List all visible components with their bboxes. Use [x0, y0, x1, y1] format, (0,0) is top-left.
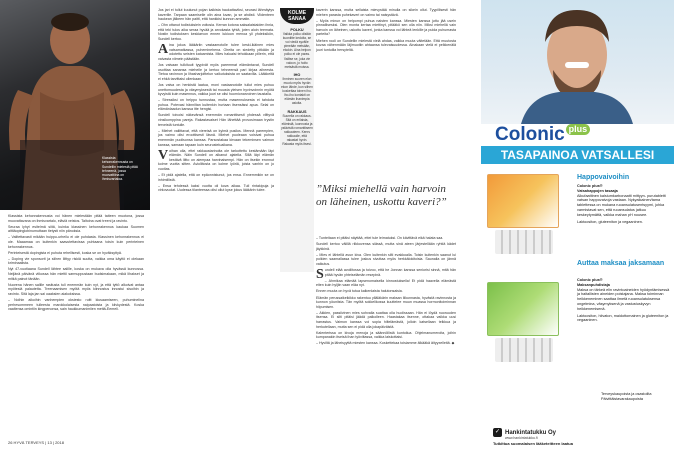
- paragraph: – Stressiksi on helppo tunnustaa, mutta masennuksesta ei tahdota puhua. Potevasi hänniltan kuitenkin hurtaan itsensässi apua. Selai on elämänlaadun kanssa itte hengisi.: [158, 98, 274, 112]
- paragraph: Nuorena hänen salille rasitusta tuli enemmän kuin nyt, ja että tyttö alkoivat antaa myötesiä palautetta. Treenaamisen myötä myös kiinnostus innostui sisoihin ja ravinto. Sitä laja jan sai oaaksien aiakoksissa.: [8, 282, 144, 296]
- article-column-1: [8, 214, 144, 313]
- sidebar-word: RAKKAUS: [287, 109, 307, 114]
- paragraph: Sundell elää avoliitossa ja toivoo, että he Jonnan kanssa seniorisi sinnä, mitä hän pitää hyvän yhteiselämän resepinä.: [316, 267, 456, 283]
- company-name: Hankintatukku Oy: [505, 429, 557, 436]
- brand-logo: [495, 124, 590, 146]
- article-column-3: [316, 8, 456, 54]
- paragraph: Miehen rooli on Sundellin mielestä vielä ahdas, vaikka muuta väitetään. Että muutosta kovaa vähenmään läjimuotiin ahtaansa tulevaisuudessa. Ainakaan vielä ei pelkkenälä juuri tuntuilla hersyteltä.: [316, 38, 456, 52]
- paragraph: Sundell toivoisi näkevänsä enemmän romanttisesti yhdessä vilttyvä vinsikomppina pareja. Rakastavaiset Hän lähettää provosimaan trystin terveistä tuntulle.: [158, 113, 274, 127]
- paragraph: Elämän perussaikeikikko rakentuu ylläläkärin maksan liikunnasta, hyvästä ravinnosta ja kunnon yöuniista. Tän myötä sokkelikossa kuuttelee muun muassa hormonitoiminnan hiipumisen.: [316, 295, 456, 309]
- product-2-note: Laktoositon, hiivaton, maidottomainen ja gluteeniton ja vegaaninen.: [577, 313, 669, 323]
- paragraph: – Akkien, passiivinen mies sohvalla suattaa olla huolissaan. Hän ei löydä nuoruuden itsensa. Ei silti pitäisi jäädä palkolleen. Haastakaa itsenne, ottakaa vaikka uusi harrastus. Vaimon kanssa voi sopia hiltelämästä, jolloin katsellaan telkkua ja herkutellaan, mutta sen ei pidä olla jokapäiväistä.: [316, 310, 456, 329]
- paragraph: – Ahmikaa elämää lapsenomaisella kinnostuksella! Et pidä haavella elämästä eiten kuin hyljiin vaan eläa nyt.: [316, 278, 456, 288]
- paragraph: – Tunteitaan ei pitäisi näyttää, ettei tule leimatuksi. On kävittävä eikä halata saa.: [316, 236, 444, 240]
- product-box-1: [487, 174, 559, 228]
- paragraph: – Nolhin aikoihin vanhempien oksiesto ruitt kiusaamiseen, puhuminelina perhesommeen tulleesta marokkolaisesta naipaatoista ja kiivkydestä. Koska vaaltensa omintiin kingpenonsa, sain haukkumanimiien mettä-Eemeli.: [8, 298, 144, 312]
- paragraph: Sundell kertoo välillä riikkovensa siässä, mutta sinä ateen järjestellään ryhtiä kädet jäykkinä.: [316, 242, 456, 251]
- sidebar-text: Vaikka polku olisikin kuoniitte kedolta, se voi viedä syvälle pimeään metsään, ekokin. Aina helpon polku ei ole paras. Valitse se, joka vie valoon, jo hoito metsästä muissa.: [282, 32, 312, 69]
- product-box-2: [487, 282, 559, 336]
- article-column-2: [158, 8, 274, 194]
- paragraph: Perinteisestä dopingista ei puhuta rehellisesti, koska se on hyväksyttyä.: [8, 250, 122, 255]
- product-1-sub: Vatsahappojen tasaaja: [577, 188, 618, 193]
- sidebar-word: POLKU: [290, 28, 304, 32]
- pull-quote: ”Miksi miehellä vain harvoin on läheinen, uskottu kaveri?”: [316, 183, 447, 208]
- sidebar-title: KOLME SANAA: [280, 8, 314, 24]
- product-blister-1: [495, 230, 553, 254]
- page-footer: 26 HYVÄ TERVEYS | 13 | 2018: [8, 440, 64, 445]
- product-2-text: Maksa on tärkeä elin ravintoaineiden hyödyntämisessä ja haitallisten aineiden poistajana. Maksa toiminnan heikkeneminen saattaa ilmetä ruoansulatuksensa ongelmina, väsymyksenä ja vastustuskyvyn heikkenemisenä.: [577, 287, 670, 311]
- drop-cap: S: [316, 267, 324, 283]
- company-mark-icon: ✓: [494, 429, 501, 435]
- paragraph: – Myös minun on helpompi puhua naisten kanssa. Miesten kanssa juttu jää usein pinnallisesksi. Olen monta kertaa miettinyt, pitääkö sen olla niin. Miksi miehellä vain harvoin on läheinen, uskottu kaveri, jonka kanssa voi lähteä lenkille ja puida puhumasta parteita?: [316, 18, 456, 37]
- sidebar-text: Suurella on rakkaus. Sitä on erilaista, elämistä, luonnosta ja ystävistä romanttiseen rakkauteen. Kenrs rakkaulle, että rakastat hyvin. Rakasta myös itsesi.: [281, 113, 313, 147]
- product-2-info: [577, 278, 672, 323]
- paragraph: Klassista kehonrakennusta voi hänen mielestään pitää taiteen muotona, jossa muovattavana on ihmisvartalo, eläviä veistos. Taltoina ovat treeni ja ravinto.: [8, 214, 144, 223]
- paragraph: – Hyviltä ja läheisyyttä miesten kanssa. Koskettekaa toisiamme älkääkä äityyxelleitä. ◆: [316, 341, 455, 346]
- paragraph: Jos vaivaan tulkituuit tyypivät myös paremmat elämäntavat, Sundell osoittaa sanansa mieheile ja kertoo tehneensä pari kirjaa aiheesta. Tietoa ravinnon ja lihasharjoittelun vaikutuksista on saatavilla. Lääkkeitä ei ehkä tarvittaisi ollenkaan.: [158, 63, 274, 81]
- paragraph: kaverin kanssa, mutta sellaista mievystää minulla on sikein ollut. Tyypillisesti hän miehen parasta puhekaveri on vaimo tai naisystävä.: [316, 8, 456, 17]
- ad-tagline: TASAPAINOA VATSALLESI: [481, 146, 674, 164]
- product-blister-2: [495, 338, 553, 362]
- paragraph: – Doping vie sponsorit ja siihen liittyy riskiä suutta, vaikka oma käyttö ei olekaan kriminaalista.: [8, 256, 144, 266]
- portrait-photo: [0, 0, 150, 210]
- product-1-info: [577, 184, 672, 224]
- sidebar-text: Ihminen suuren elon muutu myös hyvän ekon lähde, kun siihen koskettaa toinen iho. Iho-iho kontakti on elämän ihanimpia asioita.: [281, 76, 313, 106]
- paragraph: – Miehet vailittavat, että viereisä on kylmä pusilos. Mennä parempien, jos vaimo olisi eroottisesti läsnä. Miehet puoleaan voisivat puhua enemmän puolisonsa kanssa. Parsostakaa kirvaan tekeminsen vaimon kanssa, samaan tapaan kuin seurusteluaikana.: [158, 128, 274, 147]
- man-smiling-illustration: [481, 0, 674, 124]
- article-column-3-lower: [316, 236, 456, 347]
- company-url: www.hankintatukku.fi: [505, 436, 538, 440]
- sidebar-box: [280, 8, 314, 272]
- brand-name: Colonic: [495, 124, 565, 145]
- product-2-name: Colonic plus®: [577, 278, 603, 282]
- ad-photo: [481, 0, 674, 124]
- paragraph: Jos jari ei tullut kuulunut pojan kaikista haukattaviksi, seurasi lähmäytys kaverille. Tarpaan saamiselle olin aina luvan, ja se ahdisti. Viidenteen haukean jälkeen hän paitti, että hankkisi kunnon ammatin.: [158, 8, 274, 22]
- product-2-sub: Maksanpuhdistaja: [577, 282, 610, 287]
- paragraph: Seuraa lyhyt esitelmä siitä, kuinka klassinen kehonrakennus kaukaa Suomen aittiäopinglobinumuttaan tietysti niin pänoksia.: [8, 224, 144, 234]
- paragraph: – Et pidä ajatella, että on epäonnistunut, jos ensa. Ennemmikin se on inhimillistä.: [158, 173, 274, 182]
- drop-cap: A: [158, 42, 169, 58]
- paragraph: Jos vaiva on henkistä laatua, moni vastaanotolle tullut mies puhuu unettomuudesta ja väsymyksestä tai muusta yleisen hyvinvoinnin myötä kyvyistä kuin masennus, vaikka juuri se olisi huomionarvoinen taustalla.: [158, 82, 274, 97]
- product-2-heading: Auttaa maksaa jaksamaan: [577, 260, 665, 267]
- sidebar-word: IHO: [293, 72, 301, 77]
- paragraph: Kalenterissa on kivoja menoja ja säännöllistä kuntoilua. Ohjelmanumeroita, joihin kumpanakin itseisä ihan työviitassa, vaikka laiskottaisi.: [316, 330, 456, 340]
- product-1-text: Alkufaattinen kalsiumkarbonaatti mittyyn- purutabletti vatsan happovaivoja vastaan. Nykyaikainen/tama tablettessa on mukana ruoansulatusentsyymi, johka varmistavat sen, että ruoansulatus jatkuu keskeytymättä, vaikka mahan pH nousee.: [577, 193, 666, 217]
- ad-footer-text: Tutkittua suomalaisen lääketeitteen laatua: [493, 441, 573, 446]
- paragraph: – Ohn ottanut todistuksiein voitosia. Kerran kotona saksalaistaiden ihnia, että teki tulos aika seraa hyvää ja arvokasta tyhtä, joten aloin teemata. Nostin todistuksen keskiarvon ennen lukioon menoa yli yhdeksikön, Sundell kertoo.: [158, 23, 274, 42]
- paragraph: Aina jokus lääkäriin vastaamotolle tulee keski-ikäinen mies vatsamatkassa, puheminehena. Oireita on siedetty pitkään ja odotettu seisten katoamista. Mies haluaisi tehokkaan pillerin, että vaivasta viimein päästään.: [158, 42, 274, 61]
- paragraph: Ennen muuta on hyvä tutua kaikenlaista halutonsaisia.: [316, 289, 403, 294]
- product-1-heading: Happovaivoihin: [577, 174, 630, 181]
- paragraph: Nyt 47-vuotiaana Sundell lähtee salille, koska on mukava olla hyvässä kunnossa. Neljänä päivänä viikossa hän miettii sarmuppustaan budsimakaan, mikä lihakset ja mitkä painot tänään.: [8, 267, 144, 281]
- advertisement: [481, 0, 674, 450]
- product-1-name: Colonic plus®: [577, 184, 603, 188]
- paragraph: – Valitettavasti mikään huippu-urheilu ei ole puhdasta. Klassinen kehonrakennus ei ole. Maaamaa on kuitenkin saavutettavissa puhtaana toisin kuin perinteinen kehonrakennus.: [8, 235, 144, 249]
- product-1-note: Laktoositon, gluteeniton ja vegaaninen.: [577, 219, 643, 224]
- paragraph: – Mies ei lähtellä avun kiva. Olen kuitenkin silti evakkoalla. Toisin kuitenkin saanut lui poikien saamallassa tulee joskus sivuttaa myös herkkälokitoisia. Saunalla on jännä vaikutus.: [316, 252, 456, 266]
- brand-plus-badge: plus: [566, 124, 591, 135]
- drop-cap: V: [158, 147, 169, 163]
- ad-footer: [481, 428, 674, 450]
- paragraph: – Ensa tehdessä kaksi vuotta oli kova aikaa. Tuli rintakipuja ja virkovuolat. Uudessa tilanteessa olisi ollut kyse jokus lääkärin tulee.: [158, 183, 274, 193]
- paragraph: Voihan olla, ettei rakkaustarinoita ole tarkottettu kestämään läpi elämän. Näin Sundell on alkanut ajatella. Sillä läpi elämän kestävä liitto on aiempaa harvinaisempi. Hän on itsekin eronnut kolme vuotta sitten. Avioliitosta on kolme lyöriä, joista vanhin on jo vuotias.: [158, 147, 274, 171]
- store-availability: Terveyskaupoista ja osastoilta Päivittäistavarakaupoista: [601, 392, 652, 401]
- photo-caption: Klassista kehonrakennusta on Sundellin mielestä pitää tehneenä, jossa muovattiina on ihmisvartaloa.: [102, 156, 138, 182]
